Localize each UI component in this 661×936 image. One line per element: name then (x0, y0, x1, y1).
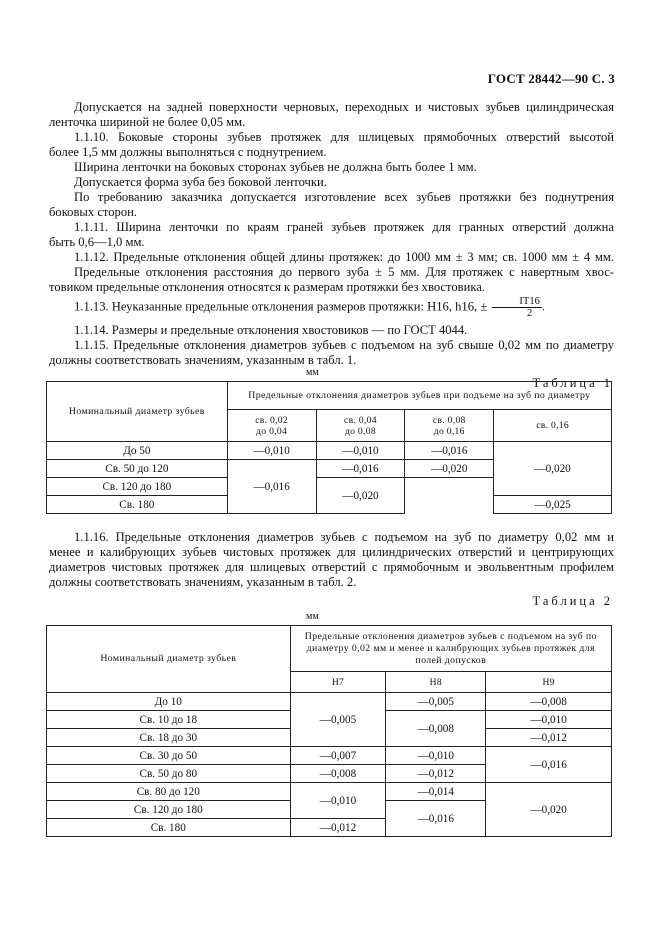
paragraph-line: 1.1.11. Ширина ленточки по краям граней зубьев протяжек для гранных отверстий должна (74, 220, 614, 234)
table1-row-label: Св. 180 (47, 496, 228, 514)
table2-row-label: Св. 18 до 30 (47, 729, 291, 747)
table2-cell: —0,010 (290, 783, 386, 819)
paragraph-line: более 1,5 мм должны выполняться с поднутрением. (49, 145, 327, 159)
table1-unit: мм (306, 367, 319, 378)
table2-cell: —0,016 (386, 801, 486, 837)
table2-cell: —0,008 (290, 765, 386, 783)
paragraph-line: должны соответствовать значениям, указанным в табл. 2. (49, 575, 357, 589)
table2-cell: —0,010 (486, 711, 612, 729)
formula-end: . (541, 299, 545, 314)
paragraph-line: 1.1.10. Боковые стороны зубьев протяжек для шлицевых прямобочных отверстий высотой (74, 130, 614, 144)
paragraph-line: должны соответствовать значениям, указанным в табл. 1. (49, 353, 357, 367)
table1-cell: —0,020 (405, 460, 494, 478)
paragraph-line: диаметров чистовых протяжек для шлицевых отверстий с прямобочным и эвольвентным профилем (49, 560, 614, 574)
header-line: полей допусков (415, 654, 487, 666)
table2-cell: —0,012 (486, 729, 612, 747)
table2-row-label: До 10 (47, 693, 291, 711)
table1-subheader (227, 410, 316, 442)
table1-cell: —0,020 (316, 478, 405, 514)
table1-cell: —0,020 (494, 442, 612, 496)
table2-row-label: Св. 80 до 120 (47, 783, 291, 801)
fraction-denominator: 2 (526, 308, 533, 319)
header-line: диаметру 0,02 мм и менее и калибрующих зубьев протяжек для (306, 642, 595, 654)
table1-cell: —0,016 (227, 460, 316, 514)
sub-l2: до 0,08 (344, 425, 376, 437)
table2-header-group (290, 626, 611, 672)
paragraph-line: Допускается на задней поверхности черновых, переходных и чистовых зубьев цилиндрическая (74, 100, 614, 114)
table2-cell: —0,007 (290, 747, 386, 765)
fraction-numerator: IT16 (492, 296, 541, 308)
table2-caption: Таблица 2 (532, 594, 613, 608)
table2-cell: —0,012 (290, 819, 386, 837)
table1-cell: —0,025 (494, 496, 612, 514)
table2-cell: —0,008 (386, 711, 486, 747)
table1-subheader (316, 410, 405, 442)
table2-cell: —0,020 (486, 783, 612, 837)
table2 (46, 625, 612, 837)
table1-cell-empty (405, 478, 494, 514)
table2-cell: —0,005 (386, 693, 486, 711)
table2-cell: —0,012 (386, 765, 486, 783)
table1-subheader (405, 410, 494, 442)
sub-l1: св. 0,16 (536, 420, 569, 431)
table1-caption: Таблица 1 (532, 376, 613, 390)
paragraph-line-formula (49, 296, 614, 319)
paragraph-line: По требованию заказчика допускается изготовление всех зубьев протяжки без поднутрения (74, 190, 614, 204)
paragraph-line: ленточка шириной не более 0,05 мм. (49, 115, 246, 129)
table2-unit: мм (306, 611, 319, 622)
table1-header-nominal: Номинальный диаметр зубьев (47, 382, 228, 442)
table1 (46, 381, 612, 514)
paragraph-line: быть 0,6—1,0 мм. (49, 235, 145, 249)
table2-cell: —0,010 (386, 747, 486, 765)
table2-cell: —0,005 (290, 693, 386, 747)
table1-row-label: Св. 120 до 180 (47, 478, 228, 496)
paragraph-line: 1.1.12. Предельные отклонения общей длины протяжек: до 1000 мм ± 3 мм; св. 1000 мм ± 4 мм. (74, 250, 614, 264)
page-header: ГОСТ 28442—90 С. 3 (487, 71, 615, 86)
header-line: Предельные отклонения диаметров зубьев с подъемом на зуб по (304, 630, 597, 642)
paragraph-line: Ширина ленточки на боковых сторонах зубьев не должна быть более 1 мм. (74, 160, 477, 174)
table1-cell: —0,010 (316, 442, 405, 460)
table1-cell: —0,010 (227, 442, 316, 460)
sub-l1: св. 0,02 (255, 414, 288, 426)
sub-l2: до 0,16 (433, 425, 465, 437)
sub-l2: до 0,04 (256, 425, 288, 437)
paragraph-line: 1.1.15. Предельные отклонения диаметров зубьев с подъемом на зуб свыше 0,02 мм по диаметру (74, 338, 614, 352)
table2-row-label: Св. 120 до 180 (47, 801, 291, 819)
formula-text: 1.1.13. Неуказанные предельные отклонения размеров протяжки: H16, h16, ± (74, 299, 488, 314)
sub-l1: св. 0,04 (344, 414, 377, 426)
table1-row-label: До 50 (47, 442, 228, 460)
paragraph-line: Предельные отклонения расстояния до первого зуба ± 5 мм. Для протяжек с навертным хвос- (74, 265, 614, 279)
table2-subheader: H7 (290, 672, 386, 693)
table1-row-label: Св. 50 до 120 (47, 460, 228, 478)
fraction (492, 296, 541, 319)
paragraph-line: 1.1.14. Размеры и предельные отклонения хвостовиков — по ГОСТ 4044. (74, 323, 468, 337)
sub-l1: св. 0,08 (432, 414, 466, 426)
paragraph-line: менее и калибрующих зубьев чистовых протяжек для цилиндрических отверстий и центрирующих (49, 545, 614, 559)
table2-row-label: Св. 180 (47, 819, 291, 837)
table2-row-label: Св. 10 до 18 (47, 711, 291, 729)
paragraph-line: Допускается форма зуба без боковой ленточки. (74, 175, 327, 189)
table2-cell: —0,008 (486, 693, 612, 711)
paragraph-line: боковых сторон. (49, 205, 138, 219)
table2-subheader: H8 (386, 672, 486, 693)
table1-cell: —0,016 (316, 460, 405, 478)
table1-cell: —0,016 (405, 442, 494, 460)
paragraph-line: 1.1.16. Предельные отклонения диаметров зубьев с подъемом на зуб по диаметру 0,02 мм и (74, 530, 614, 544)
table2-row-label: Св. 50 до 80 (47, 765, 291, 783)
paragraph-line: товиком предельные отклонения относятся к размерам протяжки без хвостовика. (49, 280, 486, 294)
table1-subheader (494, 410, 612, 442)
table2-subheader: H9 (486, 672, 612, 693)
table2-row-label: Св. 30 до 50 (47, 747, 291, 765)
table1-header-group: Предельные отклонения диаметров зубьев при подъеме на зуб по диаметру (227, 382, 611, 410)
table2-cell: —0,014 (386, 783, 486, 801)
table2-header-nominal: Номинальный диаметр зубьев (47, 626, 291, 693)
table2-cell: —0,016 (486, 747, 612, 783)
